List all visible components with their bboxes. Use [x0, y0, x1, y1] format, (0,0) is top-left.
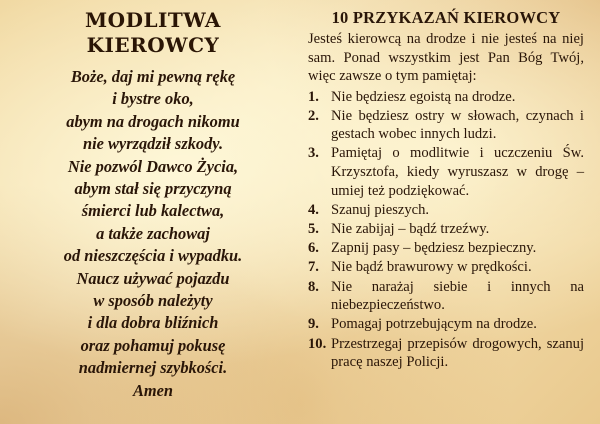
- commandment-number: 7.: [308, 259, 319, 276]
- commandment-text: Pamiętaj o modlitwie i uczczeniu Św. Krzysztofa, kiedy wyruszasz w drogę – umiej też podziękować.: [331, 145, 584, 199]
- commandment-item: [308, 335, 584, 372]
- prayer-line: nadmiernej szybkości.: [78, 358, 228, 378]
- prayer-line: Naucz używać pojazdu: [76, 268, 230, 288]
- commandment-number: 9.: [308, 316, 319, 333]
- commandment-text: Przestrzegaj przepisów drogowych, szanuj pracę naszej Policji.: [331, 335, 584, 371]
- commandment-text: Nie bądź brawurowy w prędkości.: [331, 259, 532, 276]
- commandment-text: Nie będziesz egoistą na drodze.: [331, 88, 516, 105]
- commandment-item: [308, 239, 584, 258]
- prayer-amen: Amen: [132, 380, 174, 400]
- commandment-text: Szanuj pieszych.: [331, 201, 430, 218]
- commandment-number: 10.: [308, 335, 327, 352]
- commandment-item: [308, 201, 584, 220]
- commandments-column: [308, 8, 584, 372]
- commandment-number: 3.: [308, 145, 319, 162]
- prayer-line: i bystre oko,: [112, 89, 194, 109]
- commandments-title: 10 PRZYKAZAŃ KIEROWCY: [331, 8, 561, 27]
- commandment-number: 5.: [308, 221, 319, 238]
- commandment-number: 2.: [308, 107, 319, 124]
- prayer-line: i dla dobra bliźnich: [87, 313, 219, 333]
- prayer-title-line-1: MODLITWA: [85, 8, 221, 32]
- prayer-line: abym na drogach nikomu: [66, 111, 240, 131]
- commandment-item: [308, 278, 584, 315]
- commandment-item: [308, 220, 584, 239]
- commandment-number: 6.: [308, 240, 319, 257]
- prayer-line: Nie pozwól Dawco Życia,: [67, 156, 239, 176]
- commandment-text: Nie będziesz ostry w słowach, czynach i gestach wobec innych ludzi.: [331, 107, 584, 143]
- commandment-item: [308, 107, 584, 144]
- commandment-text: Pomagaj potrzebującym na drodze.: [331, 316, 537, 333]
- commandment-number: 4.: [308, 201, 319, 218]
- prayer-line: od nieszczęścia i wypadku.: [63, 246, 243, 266]
- prayer-title: [28, 8, 278, 58]
- prayer-line: nie wyrządził szkody.: [82, 134, 224, 154]
- prayer-line: oraz pohamuj pokusę: [80, 335, 226, 355]
- prayer-line: w sposób należyty: [93, 291, 213, 311]
- commandments-list: [308, 88, 584, 372]
- commandment-item: [308, 144, 584, 200]
- commandment-text: Nie zabijaj – bądź trzeźwy.: [331, 221, 490, 238]
- commandments-intro: Jesteś kierowcą na drodze i nie jesteś na niej sam. Ponad wszystkim jest Pan Bóg Twój, więc zawsze o tym pamiętaj:: [308, 31, 584, 84]
- commandment-number: 8.: [308, 278, 319, 295]
- prayer-line: śmierci lub kalectwa,: [81, 201, 225, 221]
- prayer-line: Boże, daj mi pewną rękę: [70, 67, 236, 86]
- commandment-text: Zapnij pasy – będziesz bezpieczny.: [331, 240, 537, 257]
- prayer-line: abym stał się przyczyną: [74, 179, 232, 199]
- commandment-text: Nie narażaj siebie i innych na niebezpieczeństwo.: [331, 278, 584, 314]
- prayer-title-line-2: KIEROWCY: [86, 33, 220, 57]
- commandment-item: [308, 315, 584, 334]
- prayer-text: [28, 66, 278, 402]
- commandment-item: [308, 258, 584, 277]
- prayer-column: [28, 8, 278, 402]
- prayer-line: a także zachowaj: [96, 223, 210, 243]
- commandment-item: [308, 88, 584, 107]
- commandment-number: 1.: [308, 88, 319, 105]
